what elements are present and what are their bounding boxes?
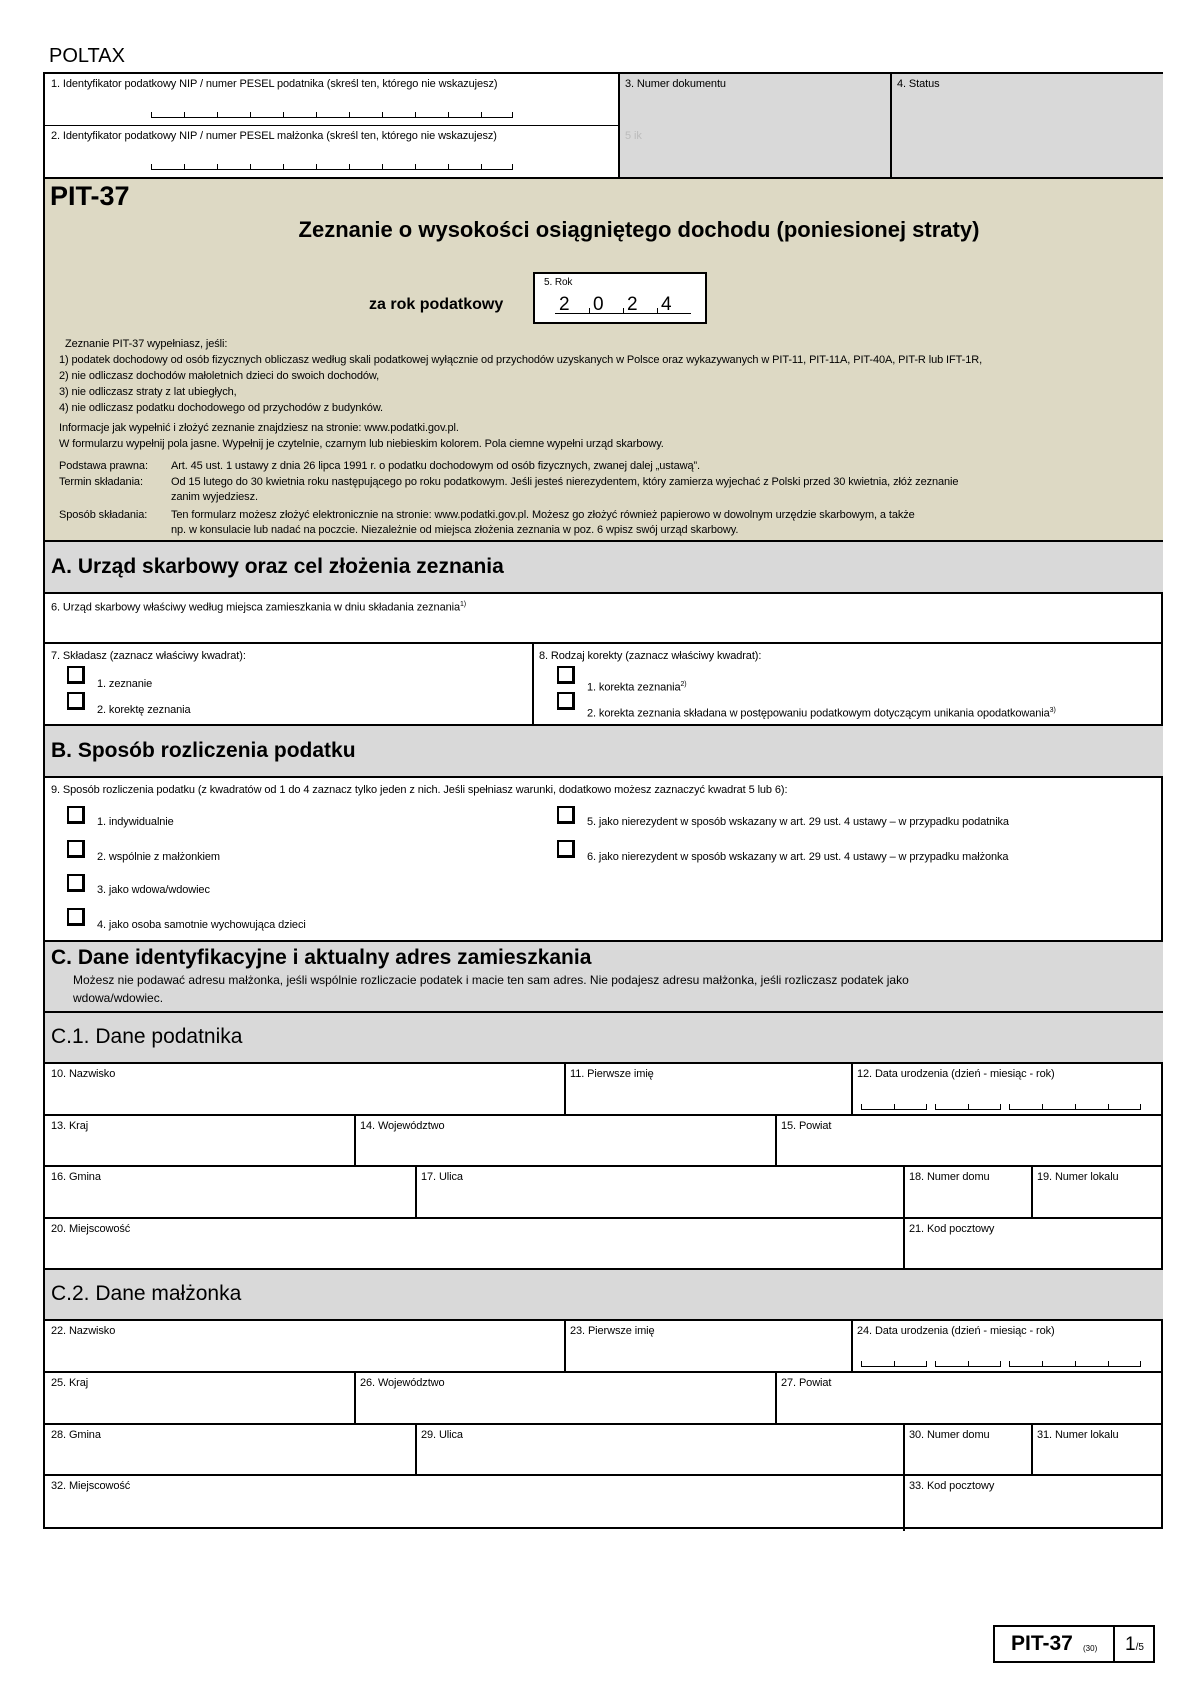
tax-office-field[interactable] <box>45 592 1163 642</box>
taxpayer-county-label: 15. Powiat <box>781 1120 832 1132</box>
settlement-joint-label: 2. wspólnie z małżonkiem <box>97 851 220 863</box>
footer-page-number: 1/5 <box>1125 1634 1144 1655</box>
taxpayer-birth-year-input[interactable] <box>1009 1102 1141 1110</box>
taxpayer-house-number-label: 18. Numer domu <box>909 1171 990 1183</box>
year-digit: 2 <box>627 294 638 315</box>
settlement-nonresident-taxpayer-checkbox[interactable] <box>557 806 575 824</box>
correction-avoidance-checkbox[interactable] <box>557 692 575 710</box>
intro-condition: 1) podatek dochodowy od osób fizycznych obliczasz według skali podatkowej wyłącznie od przychodów uzyskanych w Polsce oraz wykazywanych w PIT-11, PIT-11A, PIT-40A, PIT-R lub IFT-1R, <box>59 354 983 366</box>
intro-condition: 3) nie odliczasz straty z lat ubiegłych, <box>59 386 237 398</box>
form-code: PIT-37 <box>50 181 130 211</box>
taxpayer-birth-month-input[interactable] <box>935 1102 1001 1110</box>
correction-avoidance-label: 2. korekta zeznania składana w postępowaniu podatkowym dotyczącym unikania opodatkowania$^{3)}$ <box>587 707 1056 720</box>
settlement-method-label: 9. Sposób rozliczenia podatku (z kwadratów od 1 do 4 zaznacz tylko jeden z nich. Jeśli spełniasz warunki, dodatkowo możesz zaznaczyć kwadrat 5 lub 6): <box>51 784 788 796</box>
spouse-surname-label: 22. Nazwisko <box>51 1325 116 1337</box>
taxpayer-first-name-label: 11. Pierwsze imię <box>570 1068 654 1080</box>
method-label: Sposób składania: <box>59 509 148 521</box>
settlement-nonresident-spouse-label: 6. jako nierezydent w sposób wskazany w art. 29 ust. 4 ustawy – w przypadku małżonka <box>587 851 1009 863</box>
section-a-title: A. Urząd skarbowy oraz cel złożenia zeznania <box>51 555 504 578</box>
spouse-birth-date-label: 24. Data urodzenia (dzień - miesiąc - rok) <box>857 1325 1055 1337</box>
deadline-label: Termin składania: <box>59 476 143 488</box>
c1-title: C.1. Dane podatnika <box>51 1025 243 1048</box>
legal-basis-label: Podstawa prawna: <box>59 460 148 472</box>
method-text: Ten formularz możesz złożyć elektronicznie na stronie: www.podatki.gov.pl. Możesz go złożyć również papierowo w dowolnym urzędzie skarbowym, a także <box>171 509 915 521</box>
taxpayer-apartment-number-label: 19. Numer lokalu <box>1037 1171 1119 1183</box>
correction-regular-checkbox[interactable] <box>557 666 575 684</box>
settlement-single-parent-checkbox[interactable] <box>67 908 85 926</box>
submission-original-checkbox[interactable] <box>67 666 85 684</box>
spouse-id-label: 2. Identyfikator podatkowy NIP / numer PESEL małżonka (skreśl ten, którego nie wskazujesz) <box>51 130 497 142</box>
tax-year-box[interactable] <box>533 272 707 324</box>
spouse-postal-code-label: 33. Kod pocztowy <box>909 1480 995 1492</box>
footer-form-version: (30) <box>1083 1644 1098 1653</box>
method-text: np. w konsulacie lub nadać na poczcie. Niezależnie od miejsca złożenia zeznania w poz. 6 wpisz swój urząd skarbowy. <box>171 524 739 536</box>
submission-original-label: 1. zeznanie <box>97 678 153 690</box>
section-c-note: wdowa/wdowiec. <box>73 991 164 1005</box>
taxpayer-id-label: 1. Identyfikator podatkowy NIP / numer PESEL podatnika (skreśl ten, którego nie wskazujesz) <box>51 78 498 90</box>
spouse-id-input[interactable] <box>151 162 513 170</box>
spouse-county-label: 27. Powiat <box>781 1377 832 1389</box>
spouse-first-name-label: 23. Pierwsze imię <box>570 1325 655 1337</box>
section-c-note: Możesz nie podawać adresu małżonka, jeśli wspólnie rozliczacie podatek i macie ten sam adres. Nie podajesz adresu małżonka, jeśli rozliczasz podatek jako <box>73 973 909 987</box>
taxpayer-street-label: 17. Ulica <box>421 1171 463 1183</box>
form-title: Zeznanie o wysokości osiągniętego dochodu (poniesionej straty) <box>298 217 980 242</box>
section-c-header <box>45 940 1163 1011</box>
year-digit: 2 <box>559 294 570 315</box>
intro-condition: 2) nie odliczasz dochodów małoletnich dzieci do swoich dochodów, <box>59 370 380 382</box>
tax-year-label: 5. Rok <box>544 277 573 288</box>
spouse-street-label: 29. Ulica <box>421 1429 463 1441</box>
settlement-nonresident-taxpayer-label: 5. jako nierezydent w sposób wskazany w art. 29 ust. 4 ustawy – w przypadku podatnika <box>587 816 1009 828</box>
correction-type-label: 8. Rodzaj korekty (zaznacz właściwy kwadrat): <box>539 650 762 662</box>
settlement-widow-label: 3. jako wdowa/wdowiec <box>97 884 210 896</box>
taxpayer-municipality-label: 16. Gmina <box>51 1171 101 1183</box>
year-digit: 4 <box>661 294 672 315</box>
spouse-birth-month-input[interactable] <box>935 1359 1001 1367</box>
year-digit: 0 <box>593 294 604 315</box>
submission-correction-checkbox[interactable] <box>67 692 85 710</box>
taxpayer-birth-date-label: 12. Data urodzenia (dzień - miesiąc - rok) <box>857 1068 1055 1080</box>
c1-header <box>45 1011 1163 1062</box>
form-frame <box>43 72 1163 1529</box>
settlement-nonresident-spouse-checkbox[interactable] <box>557 840 575 858</box>
spouse-birth-day-input[interactable] <box>861 1359 927 1367</box>
status-label: 4. Status <box>897 78 940 90</box>
legal-basis-text: Art. 45 ust. 1 ustawy z dnia 26 lipca 1991 r. o podatku dochodowym od osób fizycznych, zwanej dalej „ustawą”. <box>171 460 701 472</box>
intro-heading: Zeznanie PIT-37 wypełniasz, jeśli: <box>65 338 228 350</box>
settlement-individual-checkbox[interactable] <box>67 806 85 824</box>
page-footer-box <box>993 1625 1155 1663</box>
section-b-header <box>45 724 1163 776</box>
spouse-municipality-label: 28. Gmina <box>51 1429 101 1441</box>
taxpayer-id-input[interactable] <box>151 110 513 118</box>
section-b-title: B. Sposób rozliczenia podatku <box>51 739 356 762</box>
footer-form-code: PIT-37 <box>1011 1632 1073 1655</box>
correction-regular-label: 1. korekta zeznania$^{2)}$ <box>587 681 687 694</box>
settlement-method-field <box>45 776 1163 940</box>
spouse-city-label: 32. Miejscowość <box>51 1480 131 1492</box>
settlement-single-parent-label: 4. jako osoba samotnie wychowująca dzieci <box>97 919 306 931</box>
submission-type-label: 7. Składasz (zaznacz właściwy kwadrat): <box>51 650 246 662</box>
section-c-title: C. Dane identyfikacyjne i aktualny adres zamieszkania <box>51 946 592 969</box>
tax-year-caption: za rok podatkowy <box>369 296 504 313</box>
settlement-widow-checkbox[interactable] <box>67 874 85 892</box>
taxpayer-postal-code-label: 21. Kod pocztowy <box>909 1223 995 1235</box>
spouse-province-label: 26. Województwo <box>360 1377 445 1389</box>
deadline-text: Od 15 lutego do 30 kwietnia roku następującego po roku podatkowym. Jeśli jesteś nierezydentem, który zamierza wyjechać z Polski przed 30 kwietnia, złóż zeznanie <box>171 476 959 488</box>
taxpayer-country-label: 13. Kraj <box>51 1120 89 1132</box>
document-number-label: 3. Numer dokumentu <box>625 78 726 90</box>
taxpayer-birth-day-input[interactable] <box>861 1102 927 1110</box>
faint-field-label: 5 ik <box>625 130 642 142</box>
brand-label: POLTAX <box>49 45 125 67</box>
c2-header <box>45 1268 1163 1319</box>
intro-info: Informacje jak wypełnić i złożyć zeznanie znajdziesz na stronie: www.podatki.gov.pl. <box>59 422 459 434</box>
submission-correction-label: 2. korektę zeznania <box>97 704 191 716</box>
spouse-birth-year-input[interactable] <box>1009 1359 1141 1367</box>
settlement-joint-checkbox[interactable] <box>67 840 85 858</box>
spouse-country-label: 25. Kraj <box>51 1377 89 1389</box>
tax-office-label: 6. Urząd skarbowy właściwy według miejsca zamieszkania w dniu składania zeznania$^{1)}$ <box>51 601 466 614</box>
taxpayer-province-label: 14. Województwo <box>360 1120 445 1132</box>
title-block <box>45 177 1163 540</box>
deadline-text: zanim wyjedziesz. <box>171 491 258 503</box>
intro-condition: 4) nie odliczasz podatku dochodowego od przychodów z budynków. <box>59 402 384 414</box>
settlement-individual-label: 1. indywidualnie <box>97 816 174 828</box>
spouse-apartment-number-label: 31. Numer lokalu <box>1037 1429 1119 1441</box>
taxpayer-city-label: 20. Miejscowość <box>51 1223 131 1235</box>
intro-info: W formularzu wypełnij pola jasne. Wypełnij je czytelnie, czarnym lub niebieskim kolorem. Pola ciemne wypełni urząd skarbowy. <box>59 438 664 450</box>
section-a-header <box>45 540 1163 592</box>
spouse-house-number-label: 30. Numer domu <box>909 1429 990 1441</box>
taxpayer-surname-label: 10. Nazwisko <box>51 1068 116 1080</box>
c2-title: C.2. Dane małżonka <box>51 1282 242 1305</box>
